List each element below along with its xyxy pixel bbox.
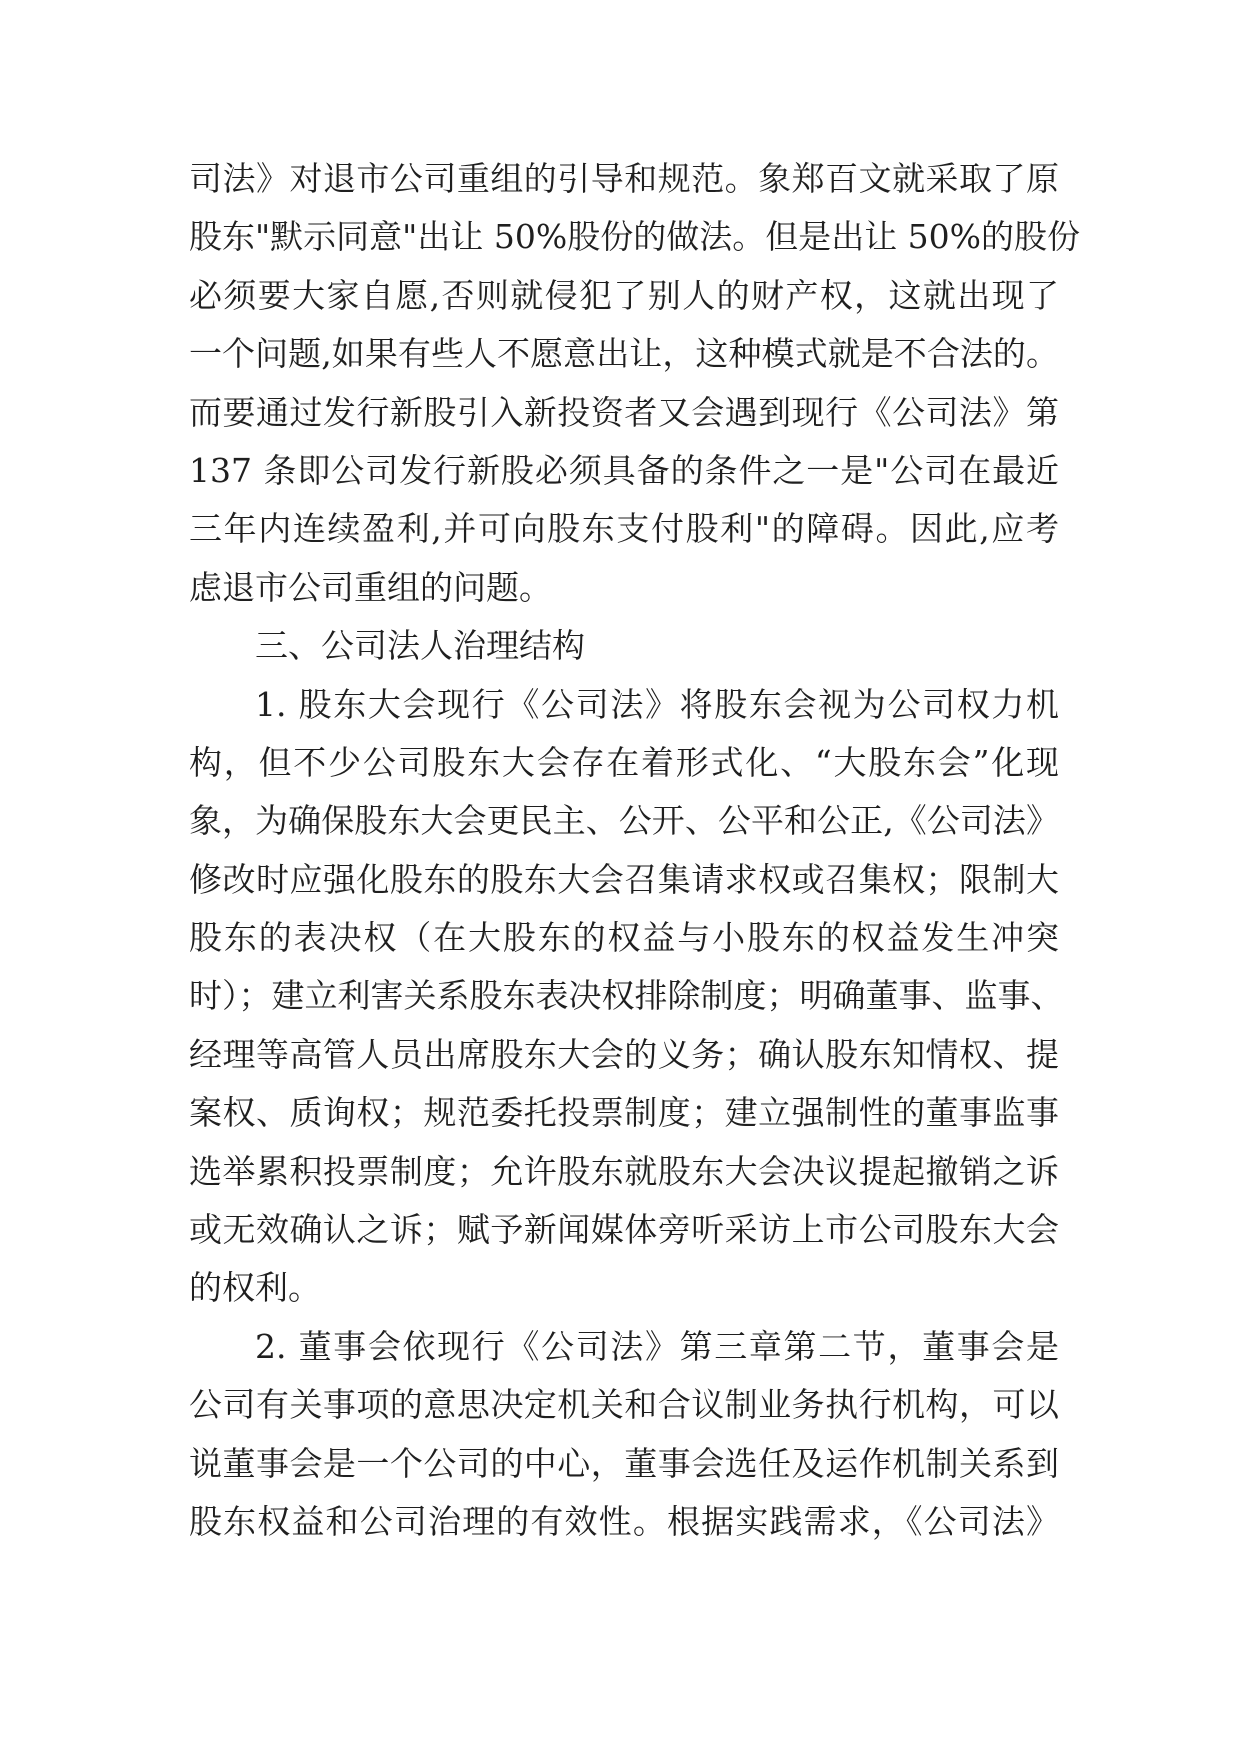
text-line: 2. 董事会依现行《公司法》第三章第二节，董事会是 — [255, 1326, 1059, 1366]
text-line: 虑退市公司重组的问题。 — [189, 567, 552, 607]
text-line: 司法》对退市公司重组的引导和规范。象郑百文就采取了原 — [189, 159, 1059, 198]
text-line: 公司有关事项的意思决定机关和合议制业务执行机构，可以 — [189, 1385, 1059, 1425]
section-heading: 三、公司法人治理结构 — [255, 626, 585, 666]
text-line: 经理等高管人员出席股东大会的义务；确认股东知情权、提 — [189, 1034, 1059, 1074]
body-text — [189, 150, 1081, 1551]
text-line: 而要通过发行新股引入新投资者又会遇到现行《公司法》第 — [189, 392, 1059, 432]
text-line: 选举累积投票制度；允许股东就股东大会决议提起撤销之诉 — [189, 1151, 1059, 1191]
text-line: 1. 股东大会现行《公司法》将股东会视为公司权力机 — [255, 684, 1059, 724]
text-line: 案权、质询权；规范委托投票制度；建立强制性的董事监事 — [189, 1093, 1059, 1133]
text-line: 构，但不少公司股东大会存在着形式化、“大股东会”化现 — [189, 742, 1059, 782]
text-line: 的权利。 — [189, 1268, 321, 1308]
text-line: 时）；建立利害关系股东表决权排除制度；明确董事、监事、 — [189, 976, 1064, 1016]
text-line: 137 条即公司发行新股必须具备的条件之一是"公司在最近 — [189, 450, 1059, 490]
text-line: 象，为确保股东大会更民主、公开、公平和公正,《公司法》 — [189, 801, 1059, 841]
text-line: 一个问题,如果有些人不愿意出让，这种模式就是不合法的。 — [189, 334, 1059, 374]
text-line: 修改时应强化股东的股东大会召集请求权或召集权；限制大 — [189, 859, 1059, 899]
text-line: 股东权益和公司治理的有效性。根据实践需求，《公司法》 — [189, 1501, 1059, 1541]
text-line: 三年内连续盈利,并可向股东支付股利"的障碍。因此,应考 — [189, 509, 1059, 549]
text-line: 股东"默示同意"出让 50%股份的做法。但是出让 50%的股份 — [189, 217, 1081, 257]
text-line: 股东的表决权（在大股东的权益与小股东的权益发生冲突 — [189, 918, 1059, 958]
text-line: 必须要大家自愿,否则就侵犯了别人的财产权，这就出现了 — [189, 275, 1059, 315]
text-line: 或无效确认之诉；赋予新闻媒体旁听采访上市公司股东大会 — [189, 1210, 1059, 1250]
text-line: 说董事会是一个公司的中心，董事会选任及运作机制关系到 — [189, 1443, 1059, 1483]
